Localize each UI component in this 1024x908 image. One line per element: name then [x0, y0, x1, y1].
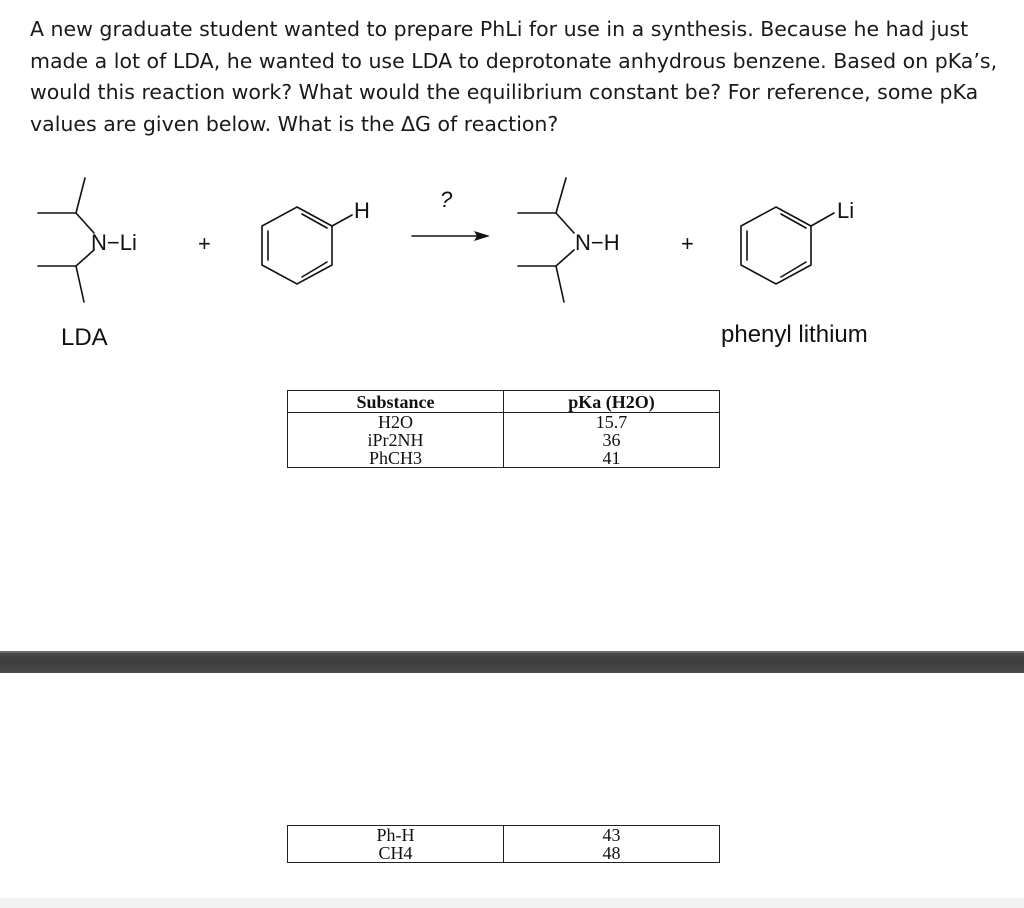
bottom-edge: [0, 898, 1024, 908]
substance-cell: H2O: [288, 413, 504, 432]
plus-sign: +: [198, 231, 211, 256]
benzene-h-label: H: [354, 198, 370, 223]
arrow-question-mark: ?: [440, 187, 453, 212]
column-header-pka: pKa (H2O): [504, 391, 720, 413]
substance-cell: Ph-H: [288, 826, 504, 845]
diisopropylamine-structure: [518, 178, 574, 302]
substance-cell: PhCH3: [288, 449, 504, 468]
pka-cell: 48: [504, 844, 720, 863]
reaction-arrow: [412, 231, 490, 241]
pka-table: [287, 390, 720, 468]
pka-cell: 43: [504, 826, 720, 845]
pka-table-continued: [287, 825, 720, 863]
phenyl-li-label: Li: [837, 198, 855, 223]
phenyl-lithium-caption: phenyl lithium: [721, 321, 868, 348]
reaction-scheme: [0, 160, 1024, 360]
pka-cell: 15.7: [504, 413, 720, 432]
table-row: [288, 449, 720, 468]
substance-cell: iPr2NH: [288, 431, 504, 449]
pka-cell: 41: [504, 449, 720, 468]
table-row: [288, 413, 720, 432]
table-row: [288, 844, 720, 863]
table-row: [288, 431, 720, 449]
pka-cell: 36: [504, 431, 720, 449]
lda-structure: [38, 178, 94, 302]
plus-sign: +: [681, 231, 694, 256]
phenyl-ring: [741, 207, 834, 284]
column-header-substance: Substance: [288, 391, 504, 413]
amine-atoms-label: N−H: [575, 230, 620, 255]
page-divider: [0, 651, 1024, 673]
page-divider-highlight: [0, 651, 1024, 653]
table-row: [288, 826, 720, 845]
question-text: A new graduate student wanted to prepare PhLi for use in a synthesis. Because he had just made a lot of LDA, he wanted to use LDA to deprotonate anhydrous benzene. Based on pKa’s, would this reaction work? What would the equilibrium constant be? For reference, some pKa values are given below. What is the ΔG of reaction?: [30, 17, 998, 136]
lda-atoms-label: N−Li: [91, 230, 137, 255]
benzene-ring: [262, 207, 352, 284]
lda-caption: LDA: [61, 324, 108, 351]
substance-cell: CH4: [288, 844, 504, 863]
